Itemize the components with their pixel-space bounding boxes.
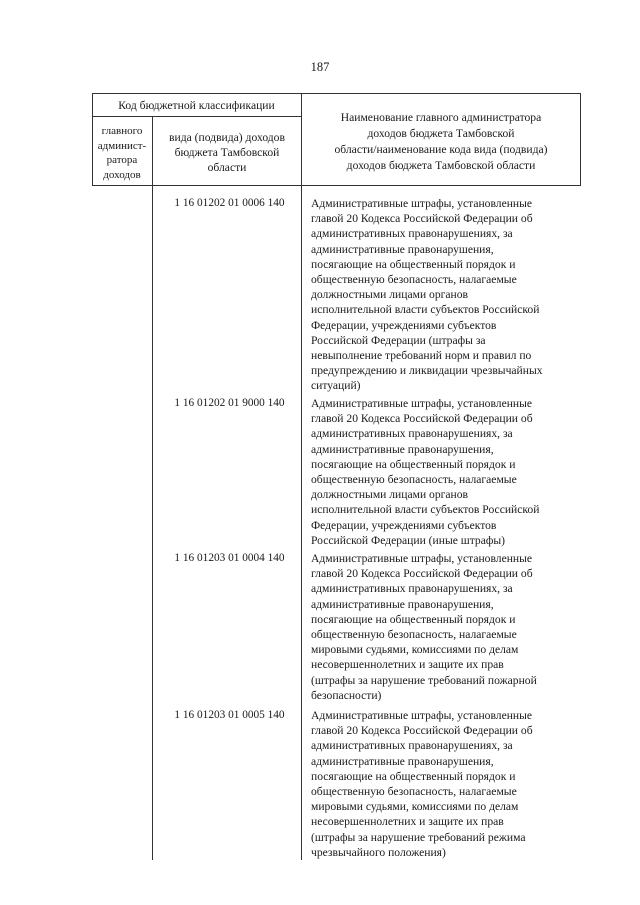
description-cell [311,551,579,703]
description-line: Российской Федерации (штрафы за [311,333,486,347]
table-top-border [92,93,581,94]
table-right-border [580,93,581,186]
budget-code-cell: 1 16 01202 01 9000 140 [174,397,285,409]
description-line: несовершеннолетних и защите их прав [311,658,504,672]
description-line: Административные штрафы, установленные [311,197,533,210]
description-line: общественную безопасность, налагаемые [311,473,517,487]
description-line: общественную безопасность, налагаемые [311,628,517,642]
header-admin-line: главного [101,125,143,137]
description-line: общественную безопасность, налагаемые [311,785,517,799]
header-bottom-border [92,185,581,186]
header-name-line: доходов бюджета Тамбовской области [346,159,536,172]
header-kind-line: вида (подвида) доходов [169,131,285,144]
description-cell [311,396,579,548]
code-group-underline [92,116,301,117]
description-line: административные правонарушения, [311,242,494,256]
description-line: Административные штрафы, установленные [311,552,533,565]
header-name-line: доходов бюджета Тамбовской [367,127,515,140]
header-kind-column [153,130,301,175]
header-admin-line: ратора [106,154,138,166]
budget-code-cell: 1 16 01203 01 0004 140 [174,552,285,564]
header-kind-line: области [207,161,247,174]
description-cell [311,708,579,860]
header-kind-line: бюджета Тамбовской [174,146,280,159]
description-line: безопасности) [311,688,382,702]
description-line: посягающие на общественный порядок и [311,257,516,271]
description-line: административных правонарушениях, за [311,227,513,241]
description-line: административных правонарушениях, за [311,739,513,753]
header-name-line: Наименование главного администратора [340,111,542,124]
description-line: (штрафы за нарушение требований пожарной [311,673,537,687]
description-line: Российской Федерации (иные штрафы) [311,533,506,547]
description-line: Федерации, учреждениями субъектов [311,518,497,532]
description-line: Административные штрафы, установленные [311,397,533,410]
description-line: административных правонарушениях, за [311,582,513,596]
description-line: ситуаций) [311,379,361,393]
description-line: несовершеннолетних и защите их прав [311,815,504,829]
header-admin-column [92,124,152,182]
column-divider-1 [152,116,153,860]
description-line: предупреждению и ликвидации чрезвычайных [311,364,543,378]
description-line: административные правонарушения, [311,754,494,768]
description-line: исполнительной власти субъектов Российской [311,303,540,317]
description-line: посягающие на общественный порядок и [311,769,516,783]
header-admin-line: админист- [97,139,147,152]
description-line: административные правонарушения, [311,442,494,456]
header-name-line: области/наименование кода вида (подвида) [334,143,548,156]
description-line: (штрафы за нарушение требований режима [311,830,526,844]
page-number: 187 [310,60,330,74]
description-line: главой 20 Кодекса Российской Федерации об [311,212,533,226]
description-line: административных правонарушениях, за [311,427,513,441]
description-line: общественную безопасность, налагаемые [311,273,517,287]
header-name-column [302,110,580,174]
description-line: посягающие на общественный порядок и [311,457,516,471]
description-line: административные правонарушения, [311,597,494,611]
header-admin-line: доходов [103,168,141,181]
description-line: Административные штрафы, установленные [311,709,533,722]
description-line: должностными лицами органов [311,288,469,302]
description-line: исполнительной власти субъектов Российской [311,503,540,517]
header-code-group: Код бюджетной классификации [118,99,275,112]
description-line: мировыми судьями, комиссиями по делам [311,643,519,657]
description-line: Федерации, учреждениями субъектов [311,318,497,332]
description-line: главой 20 Кодекса Российской Федерации об [311,567,533,581]
description-line: посягающие на общественный порядок и [311,612,516,626]
budget-code-cell: 1 16 01202 01 0006 140 [174,197,285,209]
description-line: главой 20 Кодекса Российской Федерации об [311,412,533,426]
description-cell [311,196,579,394]
description-line: главой 20 Кодекса Российской Федерации об [311,724,533,738]
description-line: чрезвычайного положения) [311,845,446,859]
description-line: невыполнение требований норм и правил по [311,349,532,363]
description-line: мировыми судьями, комиссиями по делам [311,800,519,814]
description-line: должностными лицами органов [311,488,469,502]
budget-code-cell: 1 16 01203 01 0005 140 [174,709,285,721]
column-divider-2 [301,93,302,860]
